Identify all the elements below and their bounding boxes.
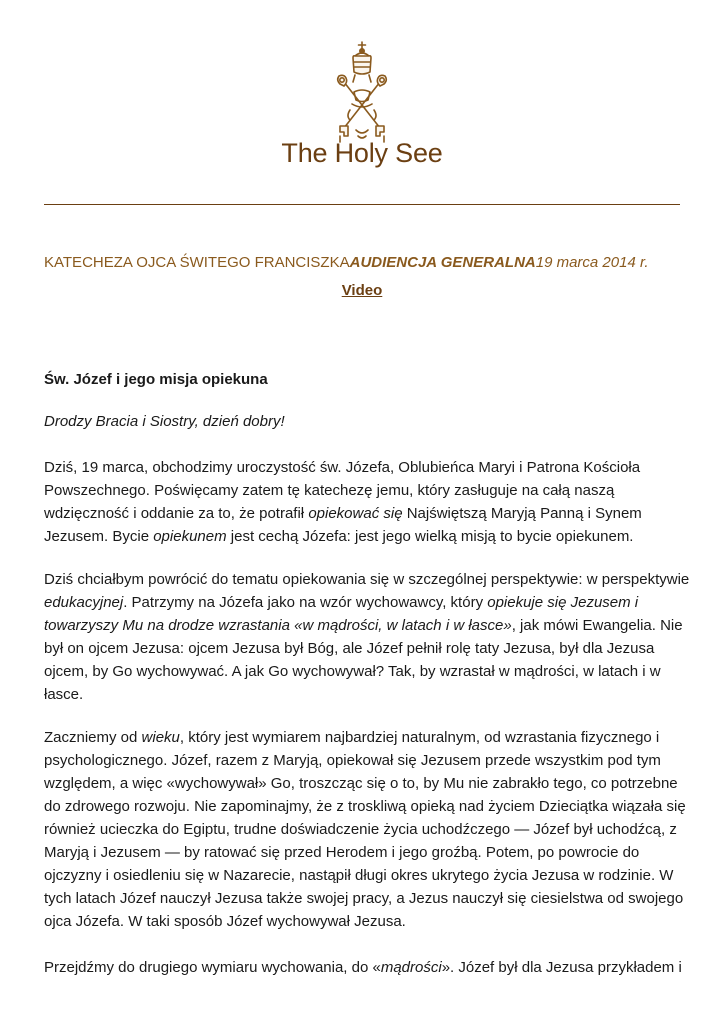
text-line bbox=[44, 525, 684, 548]
catechesis-header bbox=[44, 254, 684, 271]
body-text: do zdrowego rozwoju. Nie zapominajmy, że z troskliwą opieką nad życiem Dzieciątka wiązała się bbox=[44, 798, 686, 815]
catechesis-prefix: KATECHEZA OJCA ŚWITEGO FRANCISZKA bbox=[44, 254, 350, 271]
body-text: ». Józef był dla Jezusa przykładem i bbox=[441, 959, 682, 976]
paragraph-2 bbox=[44, 568, 690, 706]
body-text: Jezusem. Bycie bbox=[44, 528, 154, 545]
body-text: również ucieczka do Egiptu, trudne doświadczenie życia uchodźczego — Józef był uchodźcą, z bbox=[44, 821, 677, 838]
body-text: wdzięczność i oddanie za to, że potrafił bbox=[44, 505, 309, 522]
text-line bbox=[44, 726, 684, 749]
emphasis-text: mądrości bbox=[380, 959, 442, 976]
text-line bbox=[44, 887, 684, 910]
body-text: ojcem, by Go wychowywać. A jak Go wychowywał? Tak, by wzrastał w mądrości, w latach i w bbox=[44, 663, 661, 680]
text-line bbox=[44, 749, 684, 772]
text-line bbox=[44, 683, 684, 706]
text-line bbox=[44, 637, 684, 660]
audience-label: AUDIENCJA GENERALNA bbox=[349, 254, 536, 271]
article-title: Św. Józef i jego misja opiekuna bbox=[44, 371, 268, 388]
emphasis-text: opiekuje się Jezusem i bbox=[487, 594, 639, 611]
paragraph-4 bbox=[44, 956, 684, 979]
paragraph-1 bbox=[44, 456, 684, 548]
body-text: był on ojcem Jezusa: ojcem Jezusa był Bóg, ale Józef pełnił rolę taty Jezusa, był dla Jezusa bbox=[44, 640, 655, 657]
body-text: Zaczniemy od bbox=[44, 729, 142, 746]
text-line bbox=[44, 772, 684, 795]
text-line bbox=[44, 479, 684, 502]
body-text: Najświętszą Maryją Panną i Synem bbox=[402, 505, 642, 522]
text-line bbox=[44, 456, 684, 479]
body-text: ojczyzny i osiedleniu się w Nazarecie, nastąpił długi okres ukrytego życia Jezusa w rodzinie. W bbox=[44, 867, 674, 884]
emphasis-text: towarzyszy Mu na drodze wzrastania «w mądrości, w latach i w łasce» bbox=[44, 617, 512, 634]
body-text: względem, a więc «wychowywał» Go, troszcząc się o to, by Mu nie zabrakło tego, co potrzebne bbox=[44, 775, 678, 792]
body-text: tych latach Józef nauczył Jezusa także swojej pracy, a Jezus nauczył się ciesielstwa od swojego bbox=[44, 890, 684, 907]
body-text: . Patrzymy na Józefa jako na wzór wychowawcy, który bbox=[123, 594, 488, 611]
body-text: Dziś chciałbym powrócić do tematu opiekowania się w szczególnej perspektywie: w perspektywie bbox=[44, 571, 690, 588]
site-title[interactable]: The Holy See bbox=[281, 138, 443, 168]
text-line bbox=[44, 841, 684, 864]
body-text: Powszechnego. Poświęcamy zatem tę katechezę jemu, który zasługuje na całą naszą bbox=[44, 482, 615, 499]
text-line bbox=[44, 795, 684, 818]
text-line bbox=[44, 660, 684, 683]
emphasis-text: wieku bbox=[141, 729, 180, 746]
body-text: łasce. bbox=[44, 686, 84, 703]
emphasis-text: opiekunem bbox=[153, 528, 227, 545]
body-text: psychologicznego. Józef, razem z Maryją, opiekował się Jezusem przede wszystkim pod tym bbox=[44, 752, 661, 769]
body-text: Maryją i Jezusem — by ratować się przed Herodem i jego groźbą. Potem, po powrocie do bbox=[44, 844, 640, 861]
text-line bbox=[44, 910, 684, 933]
audience-date: 19 marca 2014 r. bbox=[535, 254, 649, 271]
text-line bbox=[44, 568, 690, 591]
body-text: Dziś, 19 marca, obchodzimy uroczystość św. Józefa, Oblubieńca Maryi i Patrona Kościoła bbox=[44, 459, 641, 476]
text-line bbox=[44, 591, 684, 614]
text-line bbox=[44, 956, 684, 979]
text-line bbox=[44, 502, 684, 525]
text-line bbox=[44, 818, 684, 841]
body-text: ojca Józefa. W taki sposób Józef wychowywał Jezusa. bbox=[44, 913, 406, 930]
text-line bbox=[44, 614, 684, 637]
paragraph-3 bbox=[44, 726, 684, 933]
text-line bbox=[44, 864, 684, 887]
greeting: Drodzy Bracia i Siostry, dzień dobry! bbox=[44, 413, 285, 430]
body-text: jest cechą Józefa: jest jego wielką misją to bycie opiekunem. bbox=[226, 528, 634, 545]
video-link[interactable]: Video bbox=[341, 282, 383, 299]
papal-coat-of-arms-icon bbox=[320, 40, 404, 148]
body-text: , jak mówi Ewangelia. Nie bbox=[511, 617, 683, 634]
body-text: Przejdźmy do drugiego wymiaru wychowania, do « bbox=[44, 959, 381, 976]
header-divider bbox=[44, 204, 680, 205]
body-text: , który jest wymiarem najbardziej naturalnym, od wzrastania fizycznego i bbox=[179, 729, 660, 746]
emphasis-text: opiekować się bbox=[308, 505, 403, 522]
emphasis-text: edukacyjnej bbox=[44, 594, 124, 611]
